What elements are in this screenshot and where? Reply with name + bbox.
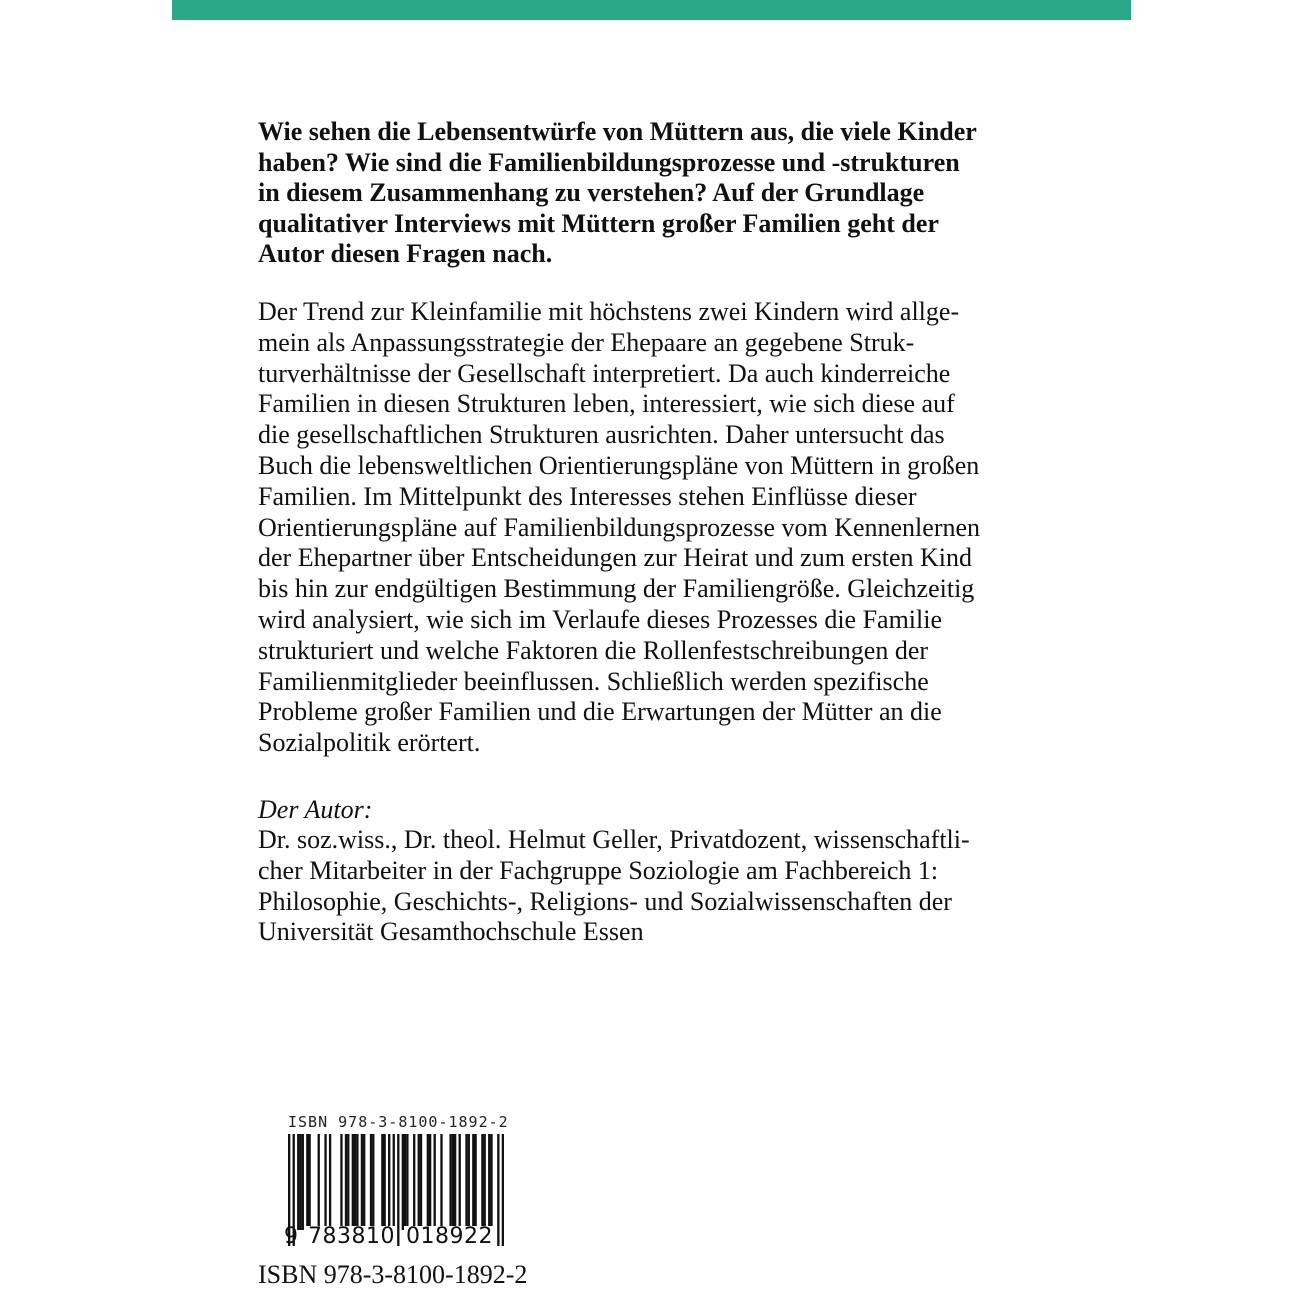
barcode-bar <box>427 1134 429 1230</box>
barcode-bar <box>449 1134 451 1230</box>
barcode-bar <box>370 1134 372 1230</box>
barcode-isbn-label: ISBN 978-3-8100-1892-2 <box>288 1113 509 1131</box>
barcode-bar <box>402 1134 404 1230</box>
barcode-bar <box>418 1134 420 1230</box>
barcode-bar <box>497 1134 499 1246</box>
body-line: die gesellschaftlichen Strukturen ausrichten. Daher untersucht das <box>258 420 945 450</box>
author-line: Universität Gesamthochschule Essen <box>258 917 644 947</box>
barcode-bar <box>404 1134 406 1230</box>
barcode-bar <box>381 1134 383 1230</box>
author-line: Dr. soz.wiss., Dr. theol. Helmut Geller, Privatdozent, wissenschaftli- <box>258 825 970 854</box>
body-line: Buch die lebensweltlichen Orientierungspläne von Müttern in großen <box>258 450 980 480</box>
barcode-bar <box>434 1134 436 1230</box>
barcode-bar <box>484 1134 486 1230</box>
barcode-bar <box>397 1134 399 1246</box>
author-heading: Der Autor: <box>258 795 373 824</box>
author-bio <box>258 825 1058 948</box>
barcode-bar <box>468 1134 470 1230</box>
barcode-bar <box>488 1134 490 1230</box>
body-line: wird analysiert, wie sich im Verlaufe dieses Prozesses die Familie <box>258 604 943 634</box>
barcode-bar <box>502 1134 504 1246</box>
barcode-bar <box>352 1134 354 1230</box>
barcode-bar <box>329 1134 331 1230</box>
description-paragraph <box>258 297 1058 759</box>
body-line: Sozialpolitik erörtert. <box>258 728 481 758</box>
barcode-bar <box>454 1134 456 1230</box>
barcode-bar <box>413 1134 415 1230</box>
author-line: Philosophie, Geschichts-, Religions- und Sozialwissenschaften der <box>258 886 952 916</box>
barcode-bar <box>302 1134 304 1230</box>
barcode-digit-group-right: 018922 <box>406 1224 493 1249</box>
lead-line: Wie sehen die Lebensentwürfe von Müttern aus, die viele Kinder <box>258 117 977 146</box>
barcode-bar <box>318 1134 320 1230</box>
barcode-bar <box>452 1134 454 1230</box>
barcode-bar <box>306 1134 308 1230</box>
barcode-bar <box>481 1134 483 1230</box>
lead-line: Autor diesen Fragen nach. <box>258 239 553 268</box>
barcode-bar <box>363 1134 365 1230</box>
author-line: cher Mitarbeiter in der Fachgruppe Soziologie am Fachbereich 1: <box>258 855 939 885</box>
lead-line: in diesem Zusammenhang zu verstehen? Auf der Grundlage <box>258 178 925 207</box>
barcode-lead-digit: 9 <box>284 1224 298 1249</box>
lead-paragraph <box>258 117 1058 270</box>
body-line: der Ehepartner über Entscheidungen zur Heirat und zum ersten Kind <box>258 543 973 573</box>
lead-line: haben? Wie sind die Familienbildungsprozesse und -strukturen <box>258 147 960 177</box>
body-line: Orientierungspläne auf Familienbildungsprozesse vom Kennenlernen <box>258 512 981 542</box>
barcode-bar <box>345 1134 347 1230</box>
body-line: Probleme großer Familien und die Erwartungen der Mütter an die <box>258 697 942 727</box>
body-line: Familien in diesen Strukturen leben, interessiert, wie sich diese auf <box>258 389 955 419</box>
barcode-bar <box>340 1134 342 1230</box>
barcode-bar <box>429 1134 431 1230</box>
barcode-digit-group-left: 783810 <box>308 1224 395 1249</box>
top-color-bar <box>172 0 1131 20</box>
body-line: strukturiert und welche Faktoren die Rollenfestschreibungen der <box>258 635 929 665</box>
barcode-bar <box>440 1134 442 1230</box>
body-line: mein als Anpassungsstrategie der Ehepaare an gegebene Struk- <box>258 327 915 357</box>
barcode-bar <box>406 1134 408 1230</box>
barcode-bar <box>324 1134 326 1230</box>
body-line: Der Trend zur Kleinfamilie mit höchstens zwei Kindern wird allge- <box>258 297 960 326</box>
barcode-bar <box>361 1134 363 1230</box>
isbn-footer: ISBN 978-3-8100-1892-2 <box>258 1260 528 1289</box>
barcode-bar <box>420 1134 422 1230</box>
barcode-bar <box>459 1134 461 1230</box>
lead-line: qualitativer Interviews mit Müttern großer Familien geht der <box>258 208 939 238</box>
barcode-bar <box>308 1134 310 1230</box>
body-line: turverhältnisse der Gesellschaft interpretiert. Da auch kinderreiche <box>258 358 951 388</box>
barcode-bar <box>347 1134 349 1230</box>
barcode-bar <box>383 1134 385 1230</box>
body-line: Familienmitglieder beeinflussen. Schließlich werden spezifische <box>258 666 929 696</box>
barcode-bar <box>354 1134 356 1230</box>
barcode-bar <box>372 1134 374 1230</box>
body-line: Familien. Im Mittelpunkt des Interesses stehen Einflüsse dieser <box>258 481 917 511</box>
barcode-bar <box>474 1134 476 1230</box>
body-line: bis hin zur endgültigen Bestimmung der Familiengröße. Gleichzeitig <box>258 574 975 604</box>
barcode-bar <box>388 1134 390 1230</box>
barcode-bar <box>465 1134 467 1230</box>
barcode-bar <box>490 1134 492 1230</box>
barcode-bar <box>299 1134 301 1230</box>
barcode-bar <box>297 1134 299 1230</box>
barcode-bar <box>356 1134 358 1230</box>
barcode-bar <box>472 1134 474 1230</box>
